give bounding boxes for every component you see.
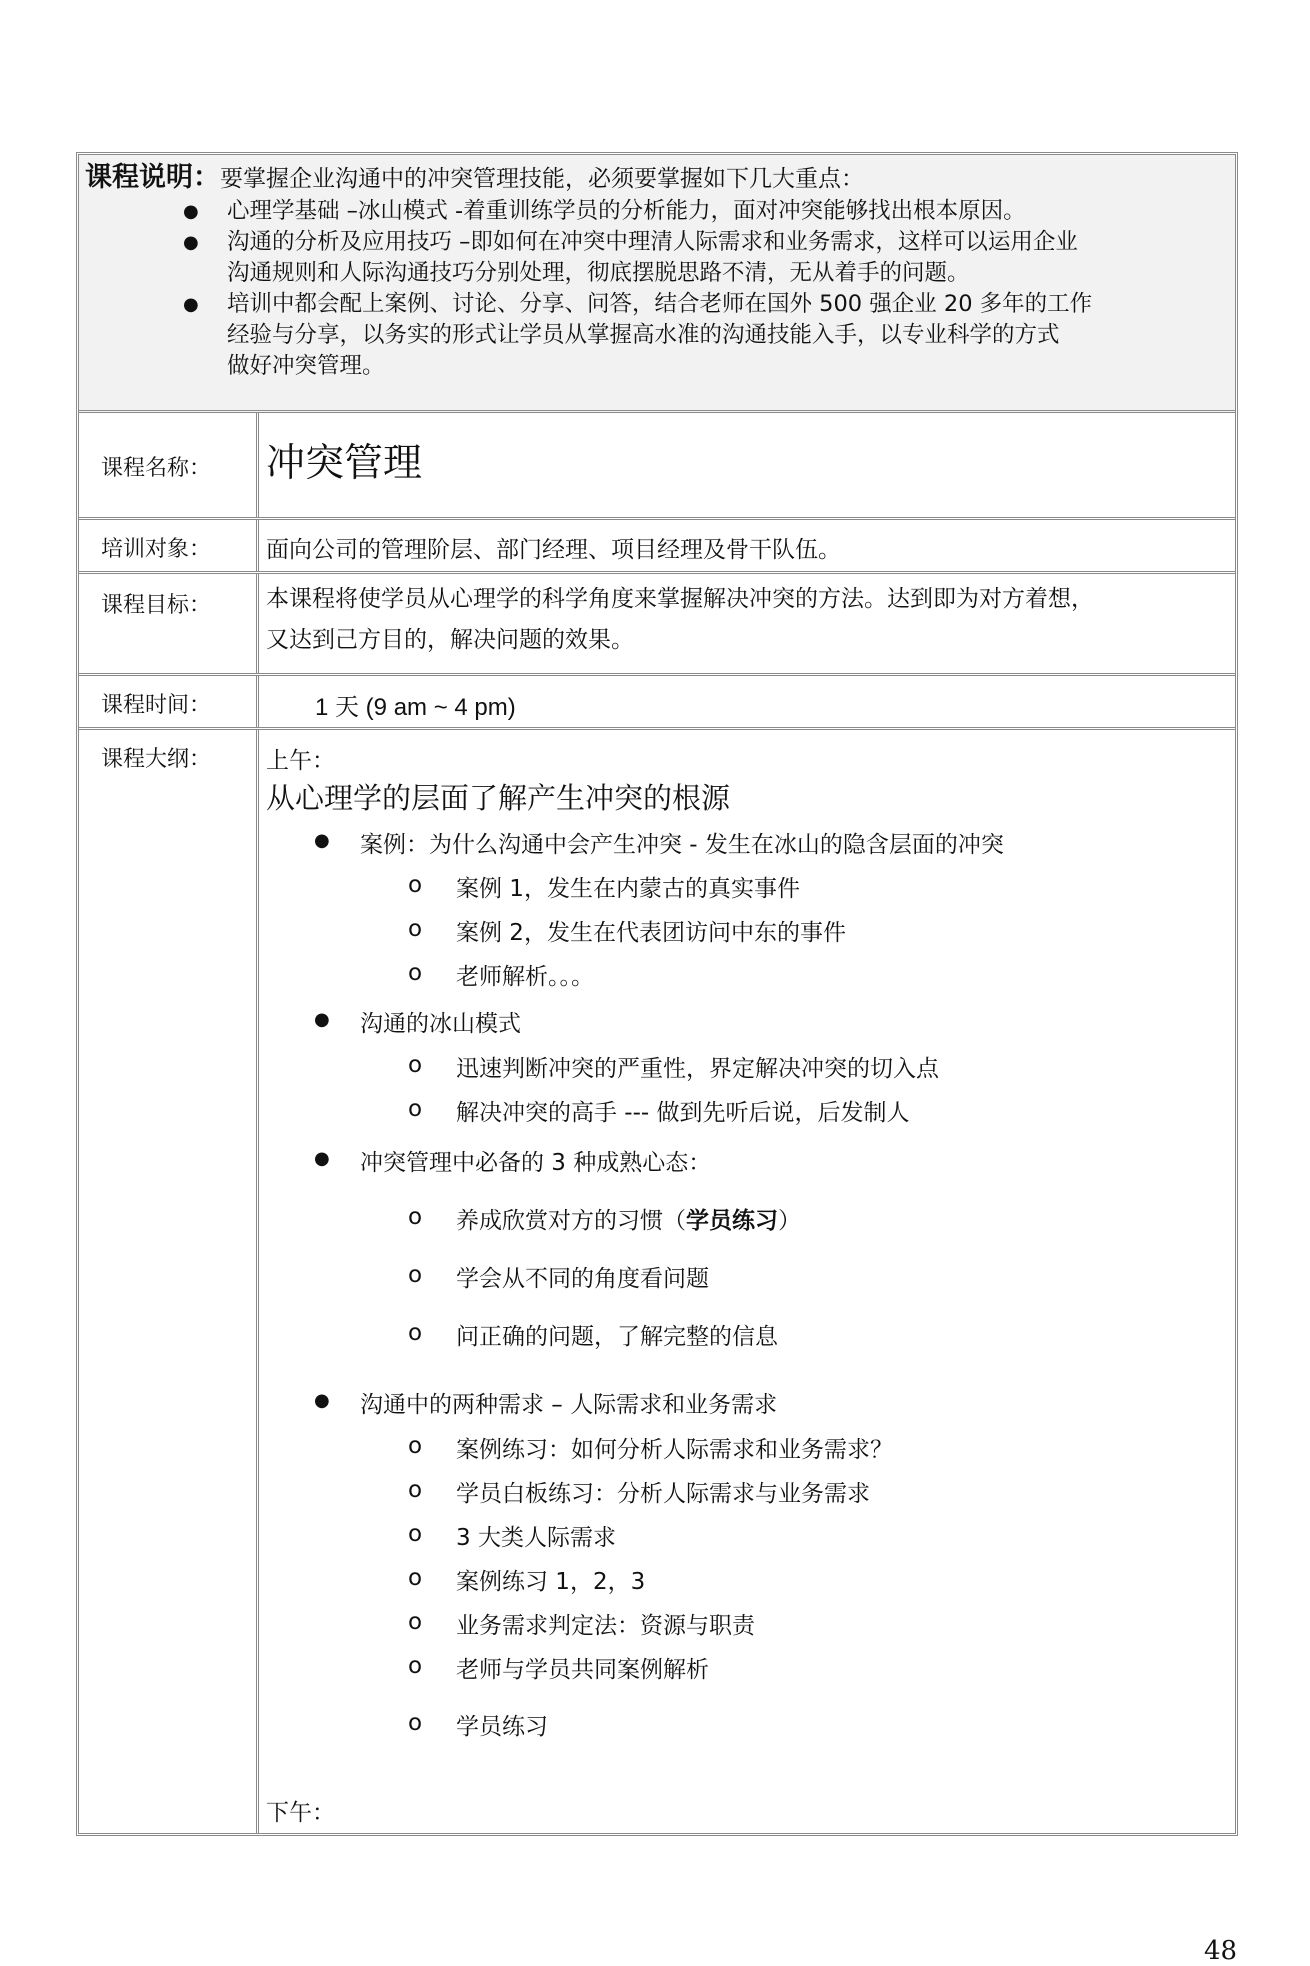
page-number: 48 (1204, 1936, 1238, 1966)
bullet-text: 做好冲突管理。 (227, 353, 385, 379)
sub-bullet-icon: o (408, 916, 423, 942)
morning-label: 上午： (266, 748, 335, 774)
duration-label: 课程时间： (79, 676, 259, 727)
outline-item: 老师解析。。。 (456, 964, 594, 990)
audience-row (79, 520, 1235, 574)
course-name-row (79, 413, 1235, 520)
outline-item-text: 养成欣赏对方的习惯（ (456, 1208, 686, 1234)
bullet-icon: ● (183, 232, 199, 253)
outline-group-title: 案例：为什么沟通中会产生冲突 - 发生在冰山的隐含层面的冲突 (360, 832, 1004, 858)
outline-item: 业务需求判定法：资源与职责 (456, 1613, 755, 1639)
bullet-icon: ● (314, 1009, 330, 1030)
duration-row (79, 676, 1235, 730)
bullet-icon: ● (314, 1390, 330, 1411)
description-bullet (85, 227, 1229, 289)
objective-row (79, 574, 1235, 676)
bullet-text: 沟通规则和人际沟通技巧分别处理，彻底摆脱思路不清，无从着手的问题。 (227, 260, 970, 286)
bullet-icon: ● (183, 294, 199, 315)
course-name-label: 课程名称： (79, 413, 259, 517)
outline-row (79, 730, 1235, 1833)
outline-item: 迅速判断冲突的严重性，界定解决冲突的切入点 (456, 1056, 939, 1082)
sub-bullet-icon: o (408, 1433, 423, 1459)
outline-item: 学员练习 (456, 1714, 548, 1740)
duration-value: 1 天 (9 am ~ 4 pm) (315, 694, 516, 721)
sub-bullet-icon: o (408, 1052, 423, 1078)
outline-item: 学员白板练习：分析人际需求与业务需求 (456, 1481, 870, 1507)
outline-item: 案例 1，发生在内蒙古的真实事件 (456, 876, 800, 902)
sub-bullet-icon: o (408, 872, 423, 898)
sub-bullet-icon: o (408, 1521, 423, 1547)
outline-item: 案例 2，发生在代表团访问中东的事件 (456, 920, 846, 946)
sub-bullet-icon: o (408, 1320, 423, 1346)
objective-label: 课程目标： (79, 574, 259, 673)
sub-bullet-icon: o (408, 1262, 423, 1288)
course-table (76, 152, 1238, 1836)
outline-item: 问正确的问题，了解完整的信息 (456, 1324, 778, 1350)
outline-group-title: 沟通的冰山模式 (360, 1011, 521, 1037)
outline-content (262, 730, 1235, 1833)
bullet-text: 经验与分享，以务实的形式让学员从掌握高水准的沟通技能入手，以专业科学的方式 (227, 322, 1060, 348)
sub-bullet-icon: o (408, 1096, 423, 1122)
outline-item: 3 大类人际需求 (456, 1525, 616, 1551)
outline-item (456, 1202, 801, 1235)
sub-bullet-icon: o (408, 1204, 423, 1230)
afternoon-label: 下午： (266, 1800, 335, 1826)
sub-bullet-icon: o (408, 1609, 423, 1635)
course-description (79, 155, 1235, 413)
sub-bullet-icon: o (408, 960, 423, 986)
sub-bullet-icon: o (408, 1565, 423, 1591)
sub-bullet-icon: o (408, 1477, 423, 1503)
outline-group-title: 沟通中的两种需求 – 人际需求和业务需求 (360, 1392, 778, 1418)
outline-item: 解决冲突的高手 --- 做到先听后说，后发制人 (456, 1100, 910, 1126)
bullet-text: 培训中都会配上案例、讨论、分享、问答，结合老师在国外 500 强企业 20 多年的工作 (227, 291, 1093, 317)
bullet-icon: ● (183, 201, 199, 222)
objective-value (262, 574, 1235, 673)
bullet-text: 心理学基础 –冰山模式 -着重训练学员的分析能力，面对冲突能够找出根本原因。 (227, 198, 1026, 224)
outline-item: 学会从不同的角度看问题 (456, 1266, 709, 1292)
outline-item-emphasis: 学员练习 (686, 1208, 778, 1234)
course-name-cell (262, 413, 1235, 517)
outline-section-title: 从心理学的层面了解产生冲突的根源 (266, 781, 731, 815)
objective-line: 又达到己方目的，解决问题的效果。 (266, 627, 634, 653)
objective-line: 本课程将使学员从心理学的科学角度来掌握解决冲突的方法。达到即为对方着想， (266, 586, 1094, 612)
audience-label: 培训对象： (79, 520, 259, 571)
description-bullets (85, 196, 1229, 382)
sub-bullet-icon: o (408, 1653, 423, 1679)
description-heading: 课程说明： (85, 162, 220, 193)
outline-group-title: 冲突管理中必备的 3 种成熟心态： (360, 1150, 712, 1176)
description-bullet (85, 289, 1229, 382)
description-header (85, 161, 1229, 196)
outline-item: 案例练习：如何分析人际需求和业务需求？ (456, 1437, 893, 1463)
bullet-icon: ● (314, 830, 330, 851)
bullet-icon: ● (314, 1148, 330, 1169)
outline-item: 案例练习 1，2，3 (456, 1569, 646, 1595)
outline-item-text: ） (778, 1208, 801, 1234)
description-bullet (85, 196, 1229, 227)
outline-label: 课程大纲： (79, 730, 259, 1833)
outline-item: 老师与学员共同案例解析 (456, 1657, 709, 1683)
course-name-value: 冲突管理 (266, 441, 423, 486)
bullet-text: 沟通的分析及应用技巧 –即如何在冲突中理清人际需求和业务需求，这样可以运用企业 (227, 229, 1078, 255)
sub-bullet-icon: o (408, 1710, 423, 1736)
description-lead: 要掌握企业沟通中的冲突管理技能，必须要掌握如下几大重点： (220, 166, 864, 192)
audience-value: 面向公司的管理阶层、部门经理、项目经理及骨干队伍。 (266, 537, 841, 563)
